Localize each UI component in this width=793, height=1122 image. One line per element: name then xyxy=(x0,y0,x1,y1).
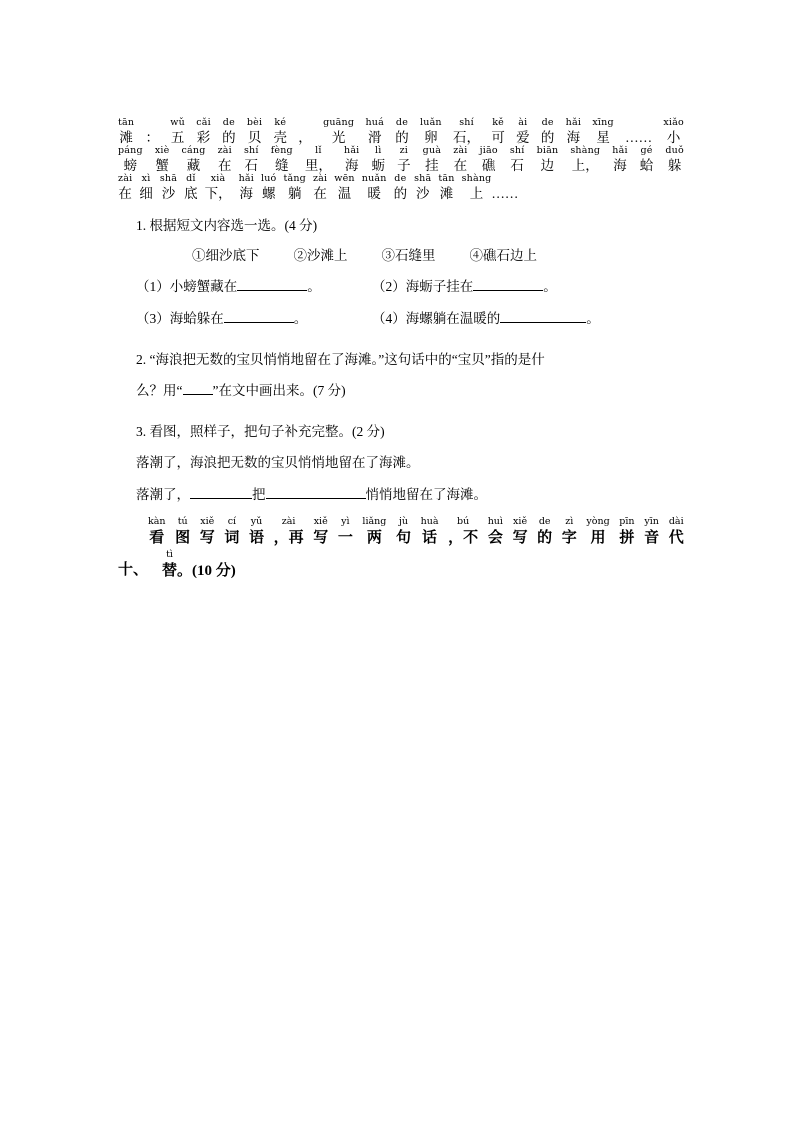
blank-item-1: （1）小螃蟹藏在 。 xyxy=(136,279,321,294)
passage-unit: xià 下， xyxy=(204,173,232,201)
section-unit: yòng 用 xyxy=(586,516,610,546)
question-2-line2: 么？用“ ”在文中画出来。(7 分) xyxy=(136,383,346,398)
section-unit: cí 词 xyxy=(224,516,240,546)
option-2[interactable]: ②沙滩上 xyxy=(293,248,348,263)
passage-unit: fèng 缝 xyxy=(270,145,293,173)
passage-unit: shā 沙 xyxy=(159,173,178,201)
passage-unit: …… xyxy=(625,130,653,145)
passage-line-1 xyxy=(118,118,684,145)
passage-unit: wǔ 五 xyxy=(170,117,185,145)
section-unit: dài 代 xyxy=(668,516,684,546)
question-3-example: 落潮了，海浪把无数的宝贝悄悄地留在了海滩。 xyxy=(136,455,420,470)
underline-mark xyxy=(183,394,213,395)
passage-unit: cǎi 彩 xyxy=(196,117,211,145)
passage-unit: xīng 星 xyxy=(592,117,614,145)
answer-blank[interactable] xyxy=(473,290,543,291)
passage-unit: shàng 上 xyxy=(461,173,492,201)
question-1-stem: 1. 根据短文内容选一选。(4 分) xyxy=(136,218,318,233)
section-unit: xiě 写 xyxy=(199,516,215,546)
passage-unit: gé 蛤 xyxy=(639,145,654,173)
passage-unit: tān 滩 xyxy=(438,173,455,201)
blank-item-3: （3）海蛤躲在 。 xyxy=(136,311,308,326)
section-unit: de 的 xyxy=(537,516,553,546)
passage-unit: guāng 光 xyxy=(323,117,355,145)
passage-unit: shí 石 xyxy=(509,145,525,173)
passage-unit: duǒ 躲 xyxy=(665,145,684,173)
passage-unit: ， xyxy=(298,130,312,145)
section-unit: xiě 写 xyxy=(512,516,528,546)
section-10-line1 xyxy=(148,517,684,548)
passage-unit: luó 螺 xyxy=(261,173,277,201)
passage-unit: zi 子 xyxy=(397,145,411,173)
passage-unit: wēn 温 xyxy=(334,173,355,201)
section-10-number: 十、 xyxy=(118,562,149,578)
section-unit: bú ，不 xyxy=(448,516,479,546)
passage-unit: de 的 xyxy=(222,117,236,145)
passage-unit: kě 可 xyxy=(491,117,505,145)
passage-unit: cáng 藏 xyxy=(181,145,206,173)
blank-item-2: （2）海蛎子挂在 。 xyxy=(372,279,557,294)
question-1-blank-row-1 xyxy=(118,271,684,303)
passage-unit: xiè 蟹 xyxy=(154,145,170,173)
section-unit: liǎng 两 xyxy=(362,516,387,546)
passage-unit: hǎi 海 xyxy=(238,173,254,201)
passage-unit: xiǎo 小 xyxy=(663,117,684,145)
question-1-options xyxy=(118,241,684,271)
passage-unit: páng 螃 xyxy=(118,145,143,173)
page-content xyxy=(118,118,684,581)
passage-unit: shā 沙 xyxy=(414,173,432,201)
section-10-line2 xyxy=(148,550,684,581)
question-2-line1: 2. “海浪把无数的宝贝悄悄地留在了海滩。”这句话中的“宝贝”指的是什 xyxy=(136,352,545,367)
section-unit: xiě 写 xyxy=(313,516,329,546)
passage-line-2 xyxy=(118,146,684,173)
passage-unit: de 的 xyxy=(540,117,555,145)
option-1[interactable]: ①细沙底下 xyxy=(192,248,260,263)
passage-unit: …… xyxy=(491,186,519,201)
passage-unit: tǎng 躺 xyxy=(283,173,306,201)
passage-unit: lǐ 里， xyxy=(304,145,332,173)
section-10-score: 。(10 分) xyxy=(177,563,236,579)
passage-unit: shí 石， xyxy=(453,117,481,145)
passage-unit: biān 边 xyxy=(536,145,559,173)
section-unit: zì 字 xyxy=(561,516,577,546)
passage-unit: lì 蛎 xyxy=(371,145,385,173)
passage-unit: zài 在 xyxy=(217,145,232,173)
question-1-blank-row-2 xyxy=(118,303,684,335)
passage-unit: zài 在 xyxy=(453,145,468,173)
option-4[interactable]: ④礁石边上 xyxy=(469,248,537,263)
passage-unit: hǎi 海 xyxy=(565,117,582,145)
section-unit: tú 图 xyxy=(175,516,191,546)
blank-item-4: （4）海螺躺在温暖的 。 xyxy=(372,311,600,326)
section-unit: kàn 看 xyxy=(148,516,166,546)
section-unit: jù 句 xyxy=(395,516,411,546)
passage-unit: shàng 上， xyxy=(570,145,601,173)
passage-unit: ài 爱 xyxy=(516,117,530,145)
passage-unit: jiāo 礁 xyxy=(479,145,498,173)
passage-unit: guà 挂 xyxy=(422,145,442,173)
section-unit: yì 一 xyxy=(337,516,353,546)
answer-blank[interactable] xyxy=(224,322,294,323)
section-unit: pīn 拼 xyxy=(619,516,635,546)
answer-blank[interactable] xyxy=(190,498,252,499)
section-unit: huì 会 xyxy=(487,516,503,546)
passage-unit: zài 在 xyxy=(118,173,133,201)
question-3-stem: 3. 看图，照样子，把句子补充完整。(2 分) xyxy=(136,424,385,439)
passage-unit: de 的 xyxy=(395,117,409,145)
section-10 xyxy=(118,517,684,581)
passage-unit: luǎn 卵 xyxy=(420,117,442,145)
passage-unit: zài 在 xyxy=(312,173,328,201)
answer-blank[interactable] xyxy=(237,290,307,291)
pinyin-passage xyxy=(118,118,684,201)
passage-unit: shí 石 xyxy=(243,145,259,173)
passage-unit: dǐ 底 xyxy=(184,173,198,201)
passage-unit: ： xyxy=(145,130,159,145)
passage-unit: nuǎn 暖 xyxy=(361,173,387,201)
passage-unit: de 的 xyxy=(393,173,408,201)
passage-unit: huá 滑 xyxy=(365,117,384,145)
section-unit: tì 替 xyxy=(162,549,178,579)
passage-unit: ké 壳 xyxy=(273,117,288,145)
section-unit: huà 话 xyxy=(420,516,439,546)
answer-blank[interactable] xyxy=(266,498,366,499)
answer-blank[interactable] xyxy=(500,322,586,323)
section-unit: zài ，再 xyxy=(273,516,304,546)
passage-unit: xì 细 xyxy=(139,173,153,201)
passage-unit: hǎi 海 xyxy=(612,145,628,173)
section-unit: yīn 音 xyxy=(644,516,660,546)
passage-line-3 xyxy=(118,174,684,201)
section-unit: yǔ 语 xyxy=(248,516,264,546)
passage-unit: hǎi 海 xyxy=(344,145,360,173)
option-3[interactable]: ③石缝里 xyxy=(381,248,436,263)
question-3-fill: 落潮了， 把 悄悄地留在了海滩。 xyxy=(136,487,487,502)
passage-unit: bèi 贝 xyxy=(246,117,263,145)
passage-unit: tān 滩 xyxy=(118,117,135,145)
